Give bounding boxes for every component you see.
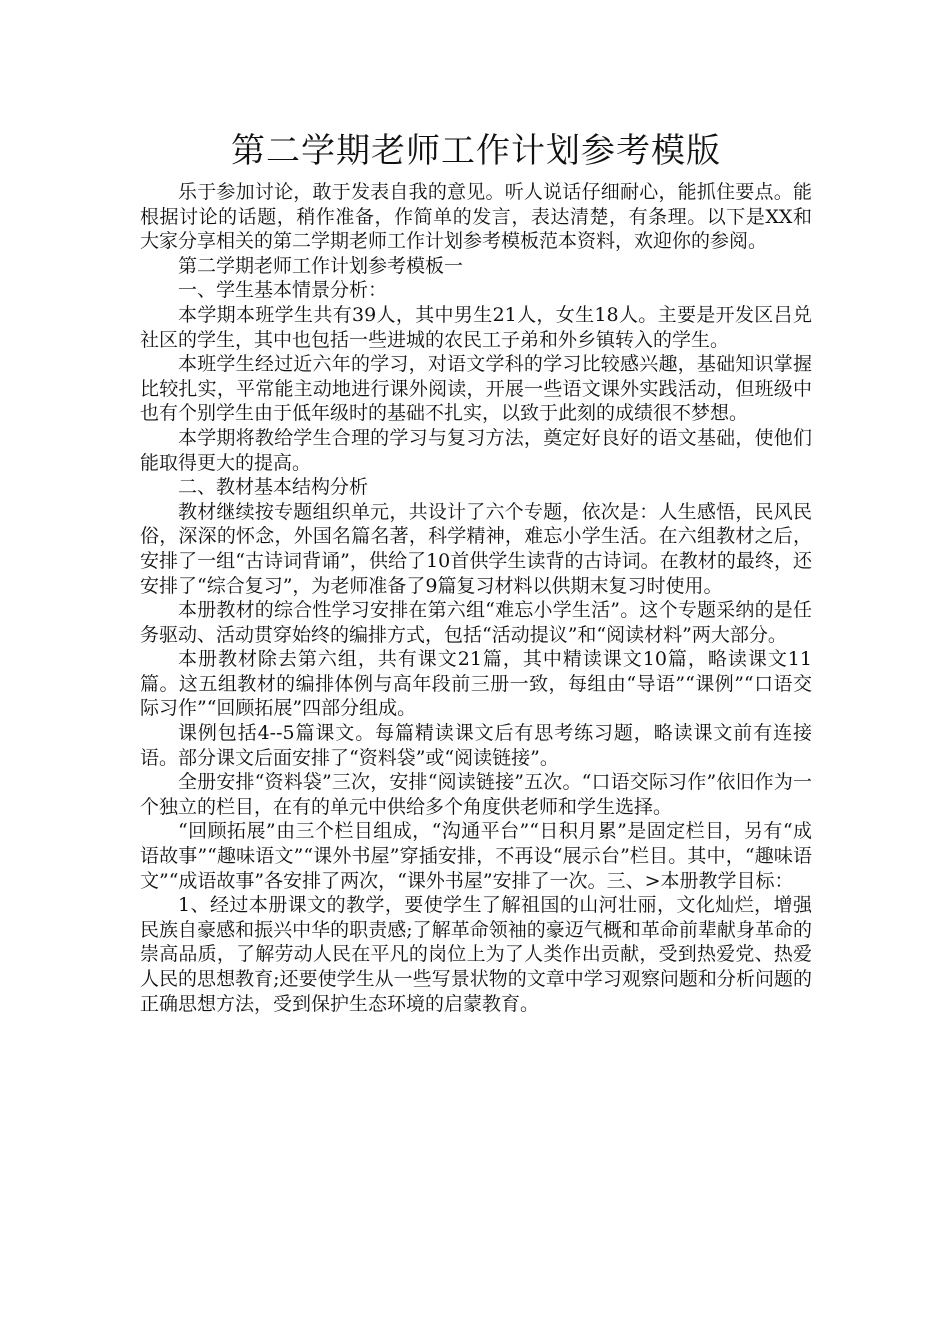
paragraph: 本册教材除去第六组，共有课文21篇，其中精读课文10篇，略读课文11篇。这五组教材的编排体例与高年段前三册一致，每组由“导语”“课例”“口语交际习作”“回顾拓展”四部分组成。 (140, 648, 812, 720)
paragraph: 课例包括4--5篇课文。每篇精读课文后有思考练习题，略读课文前有连接语。部分课文后面安排了“资料袋”或“阅读链接”。 (140, 722, 812, 769)
document-paragraphs (140, 180, 812, 1016)
paragraph: 全册安排“资料袋”三次，安排“阅读链接”五次。“口语交际习作”依旧作为一个独立的栏目，在有的单元中供给多个角度供老师和学生选择。 (140, 771, 812, 818)
paragraph: 本册教材的综合性学习安排在第六组“难忘小学生活”。这个专题采纳的是任务驱动、活动贯穿始终的编排方式，包括“活动提议”和“阅读材料”两大部分。 (140, 599, 812, 646)
paragraph: 乐于参加讨论，敢于发表自我的意见。听人说话仔细耐心，能抓住要点。能根据讨论的话题，稍作准备，作简单的发言，表达清楚，有条理。以下是XX和大家分享相关的第二学期老师工作计划参考模板范本资料，欢迎你的参阅。 (140, 181, 812, 253)
section-heading: 一、学生基本情景分析： (178, 279, 388, 302)
paragraph: “回顾拓展”由三个栏目组成，“沟通平台”“日积月累”是固定栏目，另有“成语故事”“趣味语文”“课外书屋”穿插安排，不再设“展示台”栏目。其中，“趣味语文”“成语故事”各安排了两次，“课外书屋”安排了一次。三、>本册教学目标： (140, 820, 812, 892)
document-body (140, 126, 812, 1016)
paragraph: 本学期本班学生共有39人，其中男生21人，女生18人。主要是开发区吕兑社区的学生，其中也包括一些进城的农民工子弟和外乡镇转入的学生。 (140, 303, 812, 351)
paragraph: 本班学生经过近六年的学习，对语文学科的学习比较感兴趣，基础知识掌握比较扎实，平常能主动地进行课外阅读，开展一些语文课外实践活动，但班级中也有个别学生由于低年级时的基础不扎实，以致于此刻的成绩很不梦想。 (140, 353, 812, 425)
section-heading: 二、教材基本结构分析 (178, 476, 369, 499)
paragraph: 本学期将教给学生合理的学习与复习方法，奠定好良好的语文基础，使他们能取得更大的提高。 (140, 426, 812, 474)
paragraph: 教材继续按专题组织单元，共设计了六个专题，依次是：人生感悟，民风民俗，深深的怀念，外国名篇名著，科学精神，难忘小学生活。在六组教材之后，安排了一组“古诗词背诵”，供给了10首供学生读背的古诗词。在教材的最终，还安排了“综合复习”，为老师准备了9篇复习材料以供期末复习时使用。 (140, 500, 812, 597)
paragraph: 1、经过本册课文的教学，要使学生了解祖国的山河壮丽，文化灿烂，增强民族自豪感和振兴中华的职责感;了解革命领袖的豪迈气概和革命前辈献身革命的崇高品质，了解劳动人民在平凡的岗位上为了人类作出贡献，受到热爱党、热爱人民的思想教育;还要使学生从一些写景状物的文章中学习观察问题和分析问题的正确思想方法，受到保护生态环境的启蒙教育。 (140, 894, 812, 1015)
document-title: 第二学期老师工作计划参考模版 (231, 131, 721, 171)
section-heading: 第二学期老师工作计划参考模板一 (178, 254, 464, 277)
